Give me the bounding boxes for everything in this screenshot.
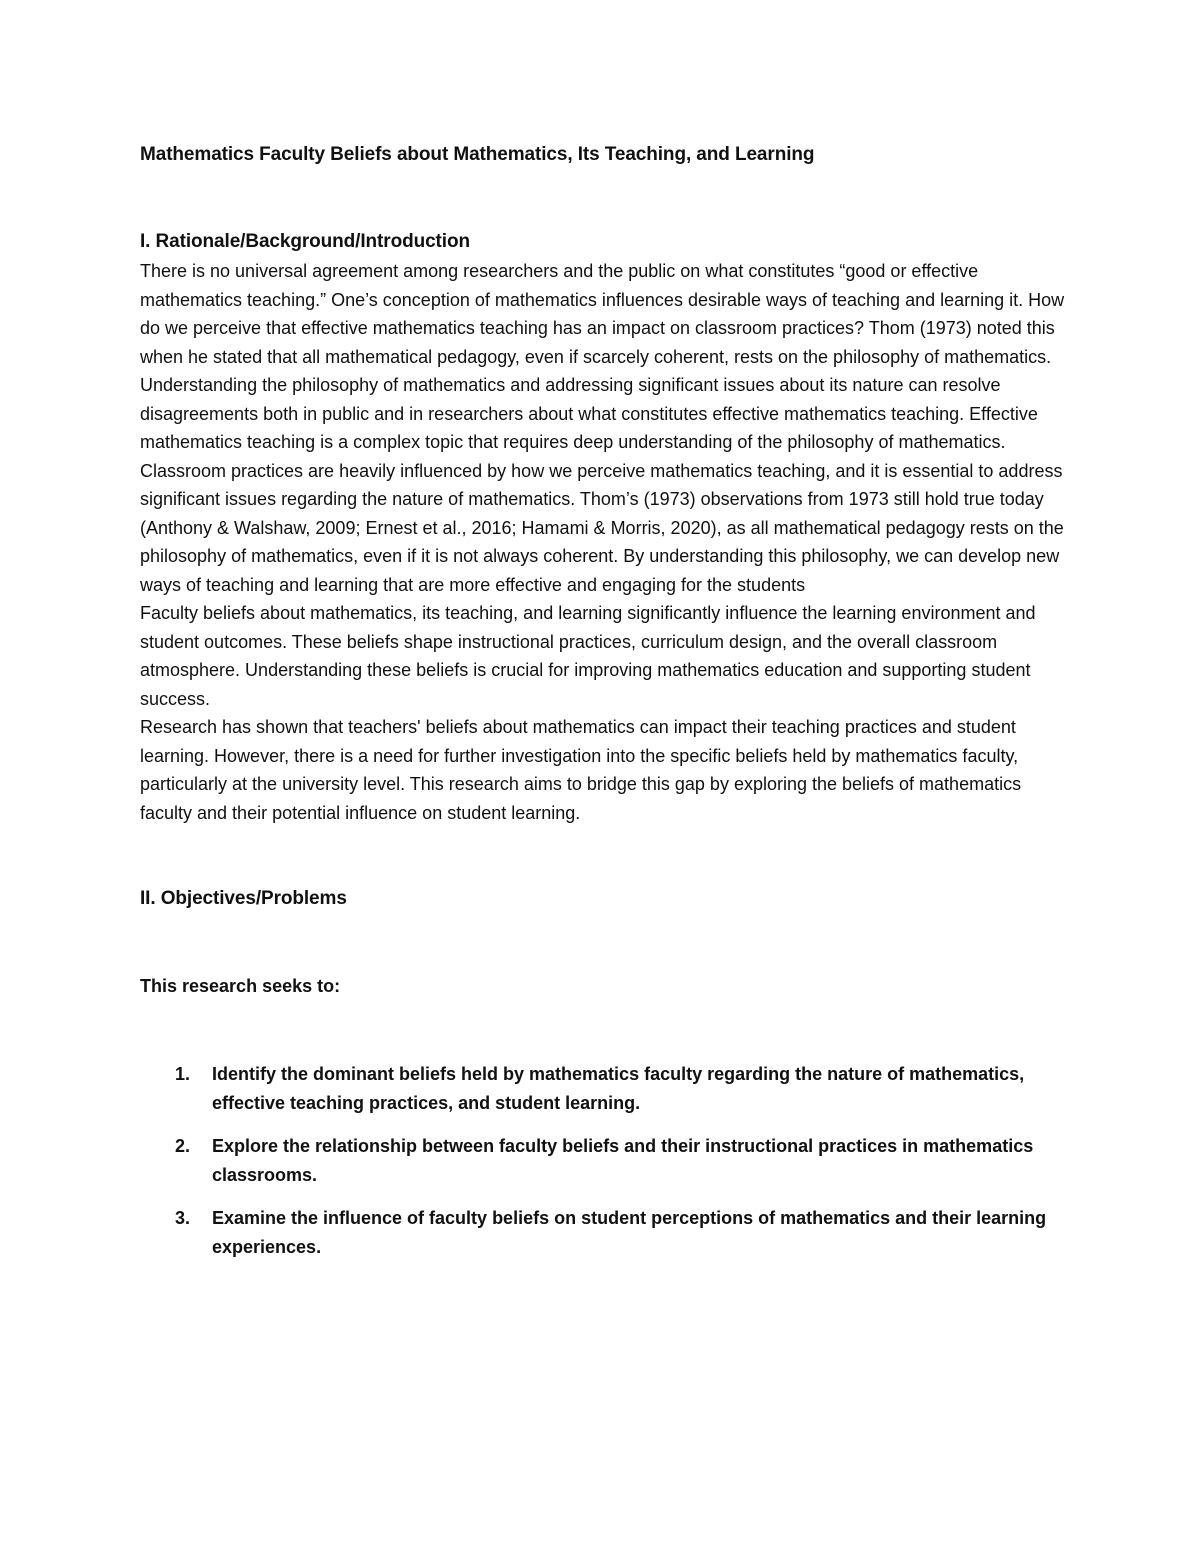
objectives-list	[140, 1060, 1065, 1261]
paragraph-rationale-3: Research has shown that teachers' beliefs about mathematics can impact their teaching practices and student learning. However, there is a need for further investigation into the specific beliefs held by mathematics faculty, particularly at the university level. This research aims to bridge this gap by exploring the beliefs of mathematics faculty and their potential influence on student learning.	[140, 717, 1022, 823]
section-heading-objectives: II. Objectives/Problems	[140, 888, 347, 909]
list-item-text: Explore the relationship between faculty beliefs and their instructional practices in mathematics classrooms.	[212, 1136, 1034, 1185]
list-item-number: 3.	[175, 1208, 191, 1228]
list-item	[140, 1204, 1065, 1261]
list-item-text: Identify the dominant beliefs held by mathematics faculty regarding the nature of mathematics, effective teaching practices, and student learning.	[212, 1064, 1025, 1113]
document-title: Mathematics Faculty Beliefs about Mathematics, Its Teaching, and Learning	[140, 144, 815, 165]
section-heading-rationale: I. Rationale/Background/Introduction	[140, 231, 470, 252]
list-item-text: Examine the influence of faculty beliefs on student perceptions of mathematics and their learning experiences.	[212, 1208, 1047, 1257]
document-page	[140, 140, 1065, 1276]
objectives-lead: This research seeks to:	[140, 976, 341, 996]
paragraph-rationale-2: Faculty beliefs about mathematics, its teaching, and learning significantly influence the learning environment and student outcomes. These beliefs shape instructional practices, curriculum design, and the overall classroom atmosphere. Understanding these beliefs is crucial for improving mathematics education and supporting student success.	[140, 603, 1036, 709]
list-item	[140, 1060, 1065, 1117]
paragraph-rationale-1: There is no universal agreement among researchers and the public on what constitutes “good or effective mathematics teaching.” One’s conception of mathematics influences desirable ways of teaching and learning it. How do we perceive that effective mathematics teaching has an impact on classroom practices? Thom (1973) noted this when he stated that all mathematical pedagogy, even if scarcely coherent, rests on the philosophy of mathematics. Understanding the philosophy of mathematics and addressing significant issues about its nature can resolve disagreements both in public and in researchers about what constitutes effective mathematics teaching. Effective mathematics teaching is a complex topic that requires deep understanding of the philosophy of mathematics. Classroom practices are heavily influenced by how we perceive mathematics teaching, and it is essential to address significant issues regarding the nature of mathematics. Thom’s (1973) observations from 1973 still hold true today (Anthony & Walshaw, 2009; Ernest et al., 2016; Hamami & Morris, 2020), as all mathematical pedagogy rests on the philosophy of mathematics, even if it is not always coherent. By understanding this philosophy, we can develop new ways of teaching and learning that are more effective and engaging for the students	[140, 261, 1065, 595]
list-item	[140, 1132, 1065, 1189]
list-item-number: 1.	[175, 1064, 191, 1084]
list-item-number: 2.	[175, 1136, 191, 1156]
